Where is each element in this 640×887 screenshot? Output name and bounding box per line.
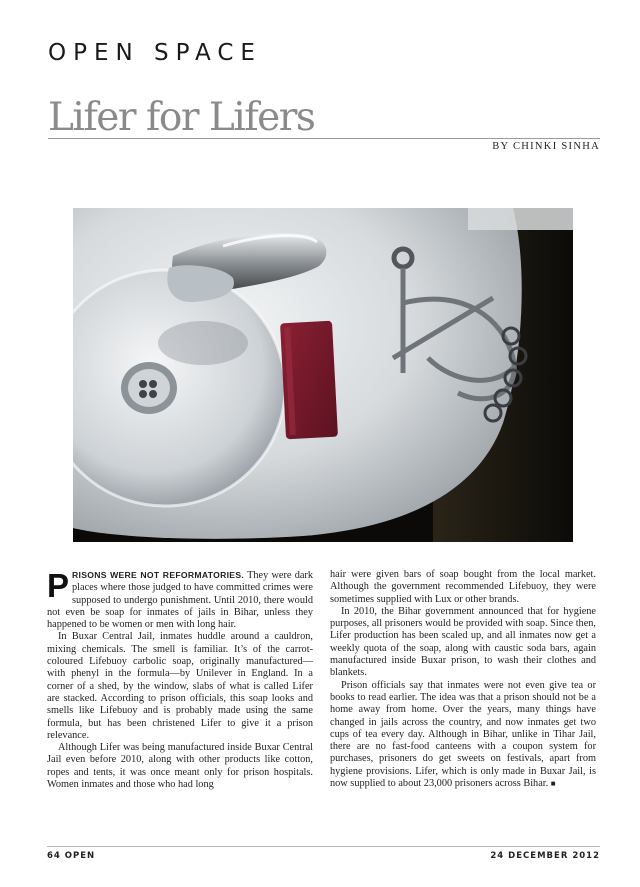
byline: BY CHINKI SINHA [492,141,600,152]
article-column-left [47,569,313,791]
paragraph-text: They were dark places where those judged to have committed crimes were supposed to undergo punishment. Until 2010, there would not even be soap for inmates of jails in Bihar, unless they happened to be women or men with long hair. [47,570,314,631]
article-column-right [330,569,596,790]
article-paragraph: hair were given bars of soap bought from the local market. Although the government recommended Lifebuoy, they were sometimes supplied with Lux or other brands. [330,569,596,605]
article-paragraph: In Buxar Central Jail, inmates huddle around a cauldron, mixing chemicals. The smell is familiar. It’s of the carrot-coloured Lifebuoy carbolic soap, originally manufactured—with phenyl in the formula—by Unilever in England. In a corner of a shed, by the window, slabs of what is called Lifer are stacked. According to prison officials, this soap looks and smells like Lifebuoy and is probably made using the same formula, but has been christened Lifer to give it a prison relevance. [47,631,313,741]
title-rule [48,138,600,139]
page-folio: 64 OPEN [47,851,96,861]
section-label: OPEN SPACE [48,40,262,66]
lead-in: RISONS WERE NOT REFORMATORIES. [72,570,245,580]
footer-rule [47,846,600,847]
article-paragraph: In 2010, the Bihar government announced that for hygiene purposes, all prisoners would be provided with soap. Since then, Lifer production has been scaled up, and all inmates now get a weekly quota of the soap, along with caustic soda bars, again manufactured inside Buxar prison, to wash their clothes and blankets. [330,605,596,679]
article-paragraph [47,569,313,631]
end-mark: ■ [550,779,556,789]
article-title: Lifer for Lifers [48,95,315,140]
drop-cap: P [47,567,70,604]
article-photo [73,208,573,542]
paragraph-text: Prison officials say that inmates were not even give tea or books to read earlier. The idea was that a prison should not be a home away from home. Over the years, many things have changed in jails across the country, and now inmates get two cups of tea every day. Although in Bihar, unlike in Tihar Jail, there are no fast-food canteens with a coupon system for purchases, prisoners do get sweets on festivals, apart from hygiene provisions. Lifer, which is only made in Buxar Jail, is now supplied to about 23,000 prisoners across Bihar. [330,679,596,790]
issue-date: 24 DECEMBER 2012 [490,851,600,861]
article-paragraph [330,680,596,791]
article-paragraph: Although Lifer was being manufactured inside Buxar Central Jail even before 2010, along with other products like cotton, ropes and tents, it was once meant only for prison hospitals. Women inmates and those who had long [47,742,313,791]
photo-illustration [73,208,573,542]
